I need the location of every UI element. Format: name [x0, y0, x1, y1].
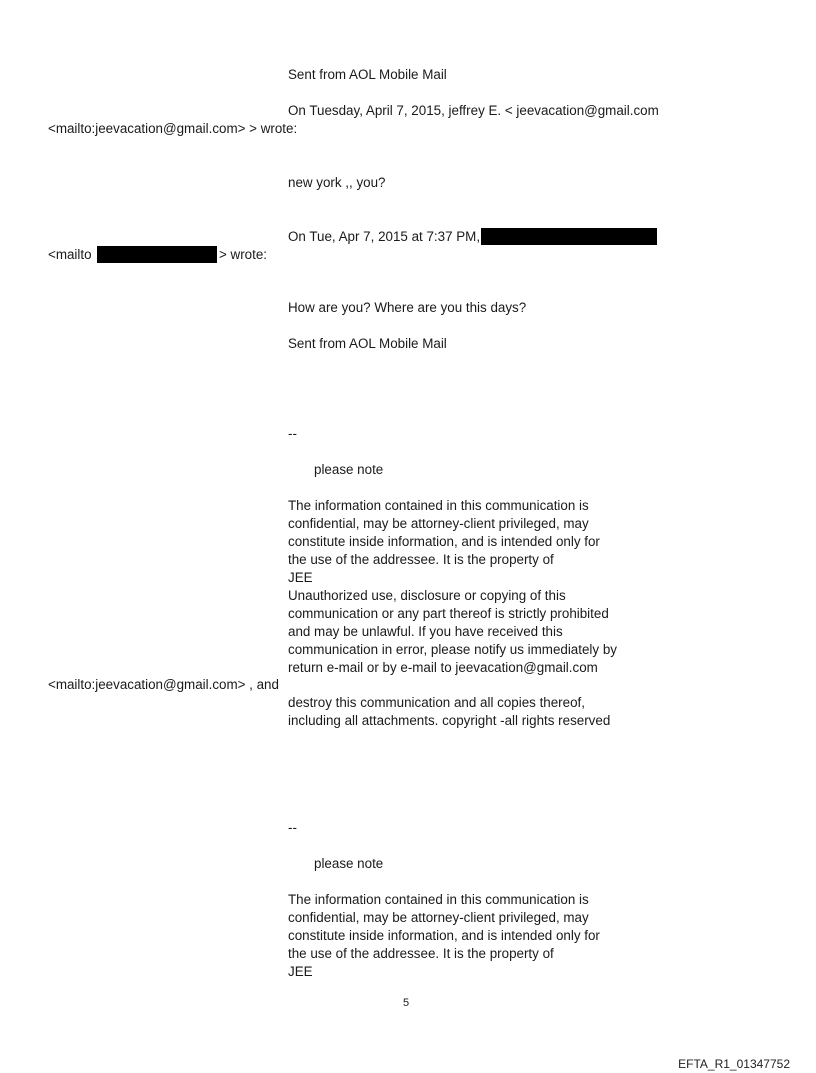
disclaimer-line: The information contained in this communication is: [288, 892, 589, 907]
disclaimer-heading: please note: [314, 856, 384, 871]
redaction-block: [97, 246, 217, 263]
disclaimer-line: constitute inside information, and is intended only for: [288, 928, 600, 943]
signature-separator: --: [288, 820, 297, 835]
disclaimer-line: The information contained in this communication is: [288, 498, 589, 513]
disclaimer-line: destroy this communication and all copies thereof,: [288, 695, 585, 710]
disclaimer-mailto: <mailto:jeevacation@gmail.com> , and: [48, 677, 279, 692]
quoted-header-mailto: <mailto: [48, 247, 92, 262]
disclaimer-line: the use of the addressee. It is the property of: [288, 552, 554, 567]
disclaimer-line: confidential, may be attorney-client privileged, may: [288, 910, 589, 925]
quoted-header-mailto: <mailto:jeevacation@gmail.com> > wrote:: [48, 121, 298, 136]
disclaimer-text: [288, 891, 600, 981]
disclaimer-line: communication or any part thereof is strictly prohibited: [288, 606, 609, 621]
disclaimer-line: Unauthorized use, disclosure or copying of this: [288, 588, 566, 603]
disclaimer-line: and may be unlawful. If you have received this: [288, 624, 563, 639]
quoted-header-wrote: > wrote:: [219, 247, 268, 262]
disclaimer-line: constitute inside information, and is intended only for: [288, 534, 600, 549]
disclaimer-text: [288, 497, 617, 677]
disclaimer-line: JEE: [288, 964, 313, 979]
page-number: 5: [403, 997, 410, 1009]
quoted-header: On Tue, Apr 7, 2015 at 7:37 PM,: [288, 229, 481, 244]
redaction-block: [481, 228, 657, 245]
disclaimer-line: confidential, may be attorney-client privileged, may: [288, 516, 589, 531]
disclaimer-line: communication in error, please notify us immediately by: [288, 642, 617, 657]
disclaimer-line: including all attachments. copyright -all rights reserved: [288, 713, 611, 728]
bates-number: EFTA_R1_01347752: [678, 1057, 790, 1071]
original-message: How are you? Where are you this days?: [288, 300, 527, 315]
reply-message: new york ,, you?: [288, 175, 386, 190]
signature-line: Sent from AOL Mobile Mail: [288, 67, 447, 82]
disclaimer-heading: please note: [314, 462, 384, 477]
disclaimer-text: [288, 694, 610, 730]
disclaimer-line: return e-mail or by e-mail to jeevacation@gmail.com: [288, 660, 598, 675]
disclaimer-line: the use of the addressee. It is the property of: [288, 946, 554, 961]
disclaimer-line: JEE: [288, 570, 313, 585]
quoted-header: On Tuesday, April 7, 2015, jeffrey E. < jeevacation@gmail.com: [288, 103, 659, 118]
signature-line: Sent from AOL Mobile Mail: [288, 336, 447, 351]
signature-separator: --: [288, 426, 297, 441]
